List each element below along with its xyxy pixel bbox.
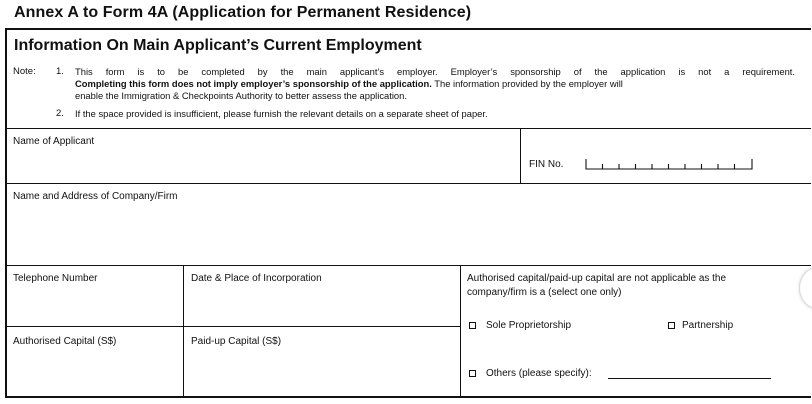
company-type-question-line-2: company/firm is a (select one only): [467, 287, 622, 298]
date-place-incorporation-label: Date & Place of Incorporation: [191, 273, 322, 284]
fin-no-input[interactable]: [585, 159, 753, 170]
divider-applicant: [5, 183, 811, 184]
note-item-1-line-2: [75, 78, 795, 90]
others-checkbox[interactable]: [469, 370, 476, 377]
note-item-1-number: 1.: [56, 66, 64, 77]
note-item-1-line-1: This form is to be completed by the main applicant’s employer. Employer’s sponsorship of the application is not a requirement.: [75, 66, 795, 77]
partnership-label: Partnership: [682, 320, 734, 331]
divider-company: [5, 265, 811, 266]
telephone-label: Telephone Number: [13, 273, 98, 284]
section-heading: Information On Main Applicant’s Current Employment: [14, 37, 422, 54]
others-label: Others (please specify):: [486, 368, 592, 379]
sole-proprietorship-checkbox[interactable]: [469, 322, 476, 329]
annex-title: Annex A to Form 4A (Application for Permanent Residence): [14, 4, 472, 21]
note-item-1-line-3: enable the Immigration & Checkpoints Authority to better assess the application.: [75, 90, 407, 101]
authorised-capital-label: Authorised Capital (S$): [13, 336, 117, 347]
company-type-question-line-1: Authorised capital/paid-up capital are not applicable as the: [467, 273, 727, 284]
sole-proprietorship-label: Sole Proprietorship: [486, 320, 572, 331]
divider-col-2: [460, 265, 461, 398]
fin-no-label: FIN No.: [529, 159, 564, 170]
others-specify-input[interactable]: [608, 378, 771, 379]
divider-col-1: [183, 265, 184, 398]
note-label: Note:: [13, 66, 36, 77]
note-item-2-text: If the space provided is insufficient, please furnish the relevant details on a separate sheet of paper.: [75, 108, 488, 119]
name-of-applicant-label: Name of Applicant: [13, 136, 95, 147]
note-item-1-line-2-rest: The information provided by the employer will: [431, 78, 623, 89]
divider-fin: [520, 128, 521, 183]
company-name-address-label: Name and Address of Company/Firm: [13, 191, 178, 202]
paidup-capital-label: Paid-up Capital (S$): [191, 336, 282, 347]
divider-capital: [5, 326, 460, 327]
divider-notes: [5, 128, 811, 129]
note-item-1-bold: Completing this form does not imply employer’s sponsorship of the application.: [75, 78, 432, 89]
partnership-checkbox[interactable]: [668, 322, 675, 329]
note-item-2-number: 2.: [56, 108, 64, 119]
